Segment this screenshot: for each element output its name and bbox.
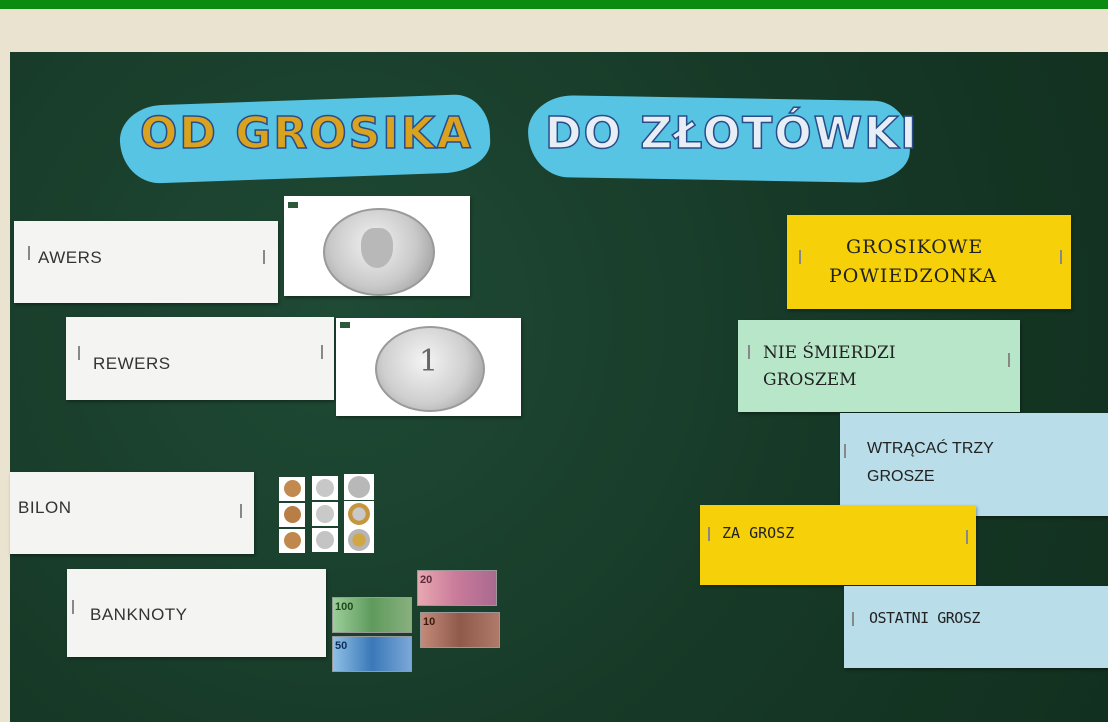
pin [1008, 353, 1010, 367]
green-top-border [0, 0, 1108, 9]
title-left-text: OD GROSIKA [140, 108, 473, 159]
title-right-text: DO ZŁOTÓWKI [545, 108, 919, 159]
coin-silver [348, 476, 370, 498]
saying-2-card [840, 413, 1108, 516]
pin [966, 530, 968, 544]
saying-2-line2: GROSZE [867, 468, 935, 485]
pin [240, 504, 242, 518]
rewers-label: REWERS [93, 354, 171, 373]
coin-silver [316, 479, 334, 497]
bank-logo-icon [288, 202, 298, 208]
sayings-header-line2: POWIEDZONKA [829, 265, 998, 287]
coin-brass [284, 480, 301, 497]
coin-silver [316, 531, 334, 549]
coin-bimetal [348, 529, 370, 551]
pin [748, 345, 750, 359]
coin-bimetal [348, 503, 370, 525]
banknote-20-value: 20 [420, 574, 433, 586]
banknote-50-value: 50 [335, 640, 348, 652]
saying-1-line1: NIE ŚMIERDZI [763, 343, 896, 363]
banknoty-label: BANKNOTY [90, 605, 188, 624]
pin [263, 250, 265, 264]
pin [708, 527, 710, 541]
bilon-label: BILON [18, 498, 72, 517]
saying-3-card [700, 505, 976, 585]
coin-brass [284, 532, 301, 549]
pin [799, 250, 801, 264]
pin [1060, 250, 1062, 264]
pin [321, 345, 323, 359]
bank-logo-icon [340, 322, 350, 328]
banknote-10-value: 10 [423, 616, 436, 628]
saying-1-line2: GROSZEM [763, 370, 857, 390]
sayings-header-card [787, 215, 1071, 309]
awers-label: AWERS [38, 248, 103, 267]
saying-4-card [844, 586, 1108, 668]
saying-4-text: OSTATNI GROSZ [869, 609, 980, 627]
coin-brass [284, 506, 301, 523]
saying-1-card [738, 320, 1020, 412]
pin [28, 246, 30, 260]
pin [72, 600, 74, 614]
saying-2-line1: WTRĄCAĆ TRZY [867, 440, 994, 457]
pin [844, 444, 846, 458]
banknote-100-value: 100 [335, 601, 354, 613]
eagle-emblem-icon [361, 228, 393, 268]
pin [852, 612, 854, 626]
pin [78, 346, 80, 360]
reverse-coin-value: 1 [419, 344, 439, 379]
saying-3-text: ZA GROSZ [722, 524, 795, 542]
sayings-header-line1: GROSIKOWE [846, 236, 984, 258]
coin-silver [316, 505, 334, 523]
